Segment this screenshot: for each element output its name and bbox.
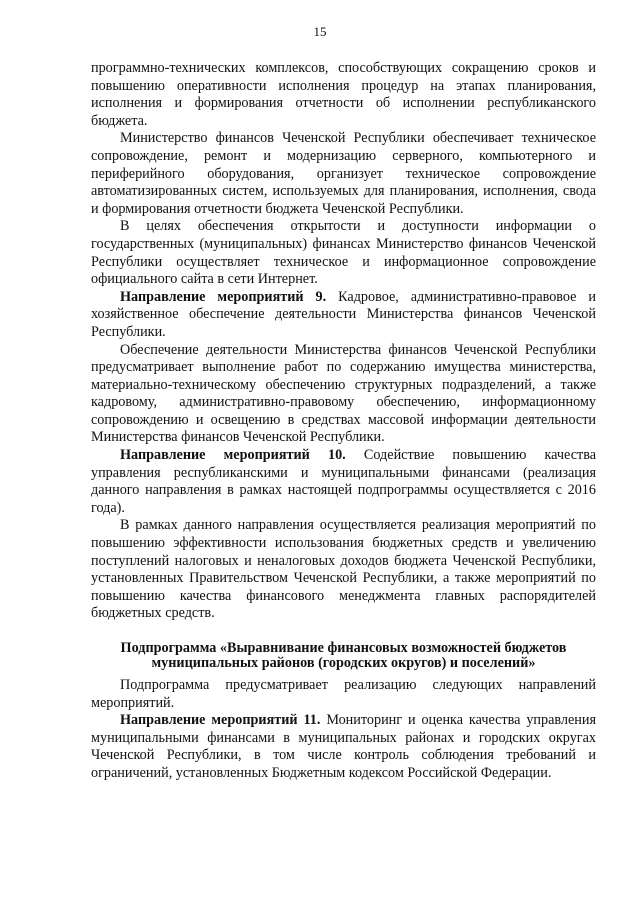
page-number: 15 <box>313 24 327 39</box>
section-heading: Подпрограмма «Выравнивание финансовых возможностей бюджетов муниципальных районов (городских округов) и поселений» <box>120 640 567 671</box>
paragraph: Министерство финансов Чеченской Республики обеспечивает техническое сопровождение, ремонт и модернизацию серверного, компьютерного и периферийного оборудования, организует техническое сопровождение автоматизированных систем, используемых для планирования, исполнения, свода и формирования отчетности бюджета Чеченской Республики. <box>91 130 596 217</box>
paragraph: В рамках данного направления осуществляется реализация мероприятий по повышению эффективности использования бюджетных средств и увеличению поступлений налоговых и неналоговых доходов бюджета Чеченской Республики, установленных Правительством Чеченской Республики, а также мероприятий по повышению качества финансового менеджмента главных распорядителей бюджетных средств. <box>91 517 596 622</box>
paragraph: В целях обеспечения открытости и доступности информации о государственных (муниципальных) финансах Министерство финансов Чеченской Республики осуществляет техническое и информационное сопровождение официального сайта в сети Интернет. <box>91 218 596 288</box>
paragraph: Подпрограмма предусматривает реализацию следующих направлений мероприятий. <box>91 677 596 711</box>
paragraph: программно-технических комплексов, способствующих сокращению сроков и повышению оперативности исполнения процедур на этапах планирования, исполнения и формирования отчетности об исполнении республиканского бюджета. <box>91 60 596 129</box>
paragraph: Направление мероприятий 9. Кадровое, административно-правовое и хозяйственное обеспечение деятельности Министерства финансов Чеченской Республики. <box>91 288 597 340</box>
paragraph: Направление мероприятий 10. Содействие повышению качества управления республиканскими и муниципальными финансами (реализация данного направления в рамках настоящей подпрограммы осуществляется с 2016 года). <box>91 447 597 516</box>
document-body <box>91 60 596 783</box>
paragraph: Направление мероприятий 11. Мониторинг и оценка качества управления муниципальными финансами в муниципальных районах и городских округах Чеченской Республики, в том числе контроль соблюдения требований и ограничений, установленных Бюджетным кодексом Российской Федерации. <box>91 712 596 781</box>
paragraph: Обеспечение деятельности Министерства финансов Чеченской Республики предусматривает выполнение работ по содержанию имущества министерства, материально-техническому обеспечению структурных подразделений, а также кадровому, административно-правовому обеспечению, информационному сопровождению и освещению в средствах массовой информации деятельности Министерства финансов Чеченской Республики. <box>91 341 596 446</box>
